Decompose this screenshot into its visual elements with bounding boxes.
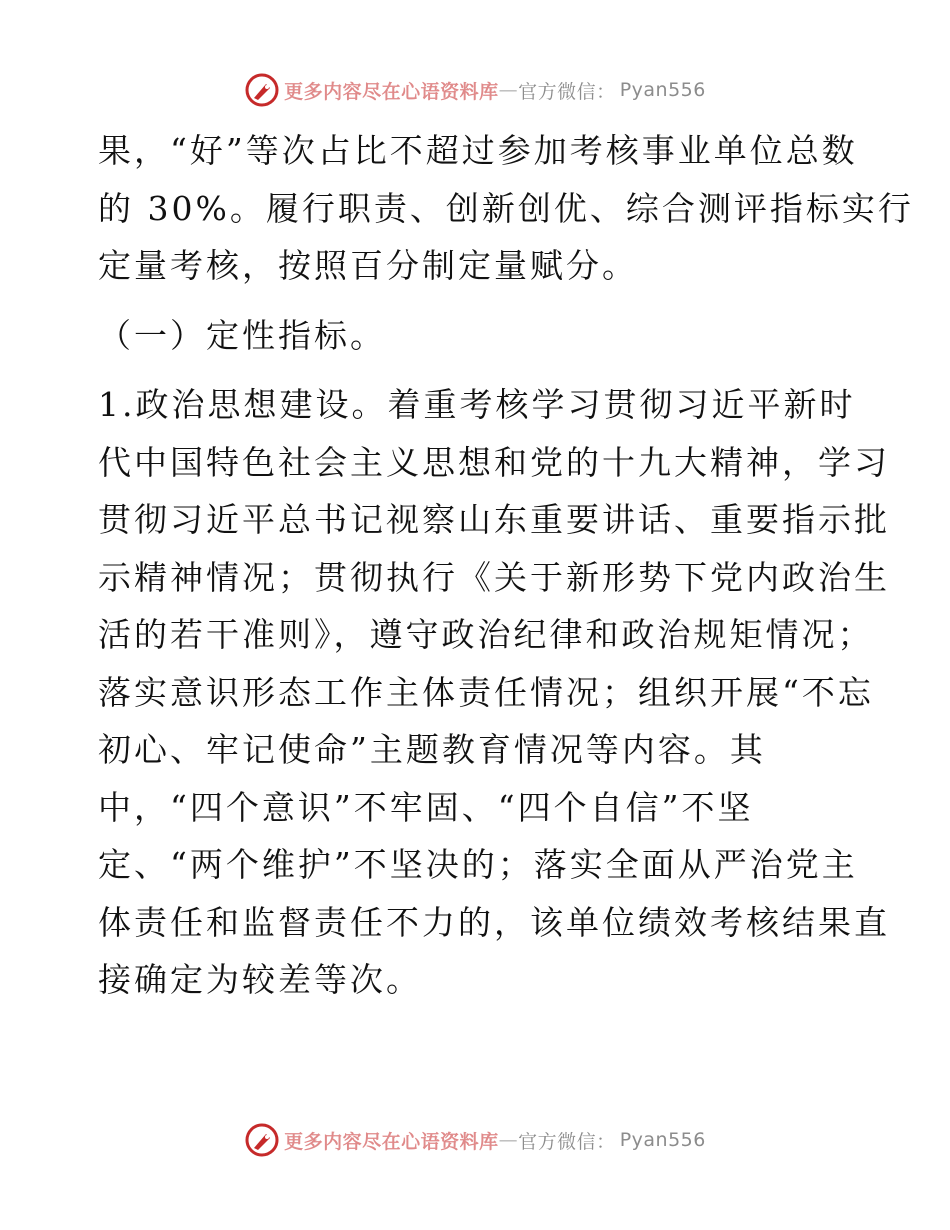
banner-wechat-id: Pyan556 — [619, 79, 706, 101]
text-line: 定、“两个维护”不坚决的；落实全面从严治党主 — [98, 845, 858, 884]
text-line: 的 30%。履行职责、创新创优、综合测评指标实行 — [98, 188, 914, 228]
text-line: 果，“好”等次占比不超过参加考核事业单位总数 — [98, 131, 858, 170]
banner-wechat-id: Pyan556 — [619, 1129, 706, 1151]
text-line: 示精神情况；贯彻执行《关于新形势下党内政治生 — [98, 557, 890, 597]
text-line: 初心、牢记使命”主题教育情况等内容。其 — [98, 730, 766, 769]
document-body — [98, 122, 914, 1009]
text-line: 接确定为较差等次。 — [98, 960, 422, 999]
text-line: 落实意识形态工作主体责任情况；组织开展“不忘 — [98, 672, 874, 712]
banner-wechat-label: 官方微信： — [518, 80, 616, 103]
header-banner — [0, 70, 950, 110]
paragraph-political-building — [98, 376, 890, 1009]
text-line: 中，“四个意识”不牢固、“四个自信”不坚 — [98, 787, 754, 827]
banner-title: 更多内容尽在心语资料库 — [284, 80, 499, 103]
text-line: 代中国特色社会主义思想和党的十九大精神，学习 — [98, 442, 890, 482]
banner-wechat-label: 官方微信： — [518, 1130, 616, 1153]
pen-nib-icon — [244, 1122, 280, 1158]
pen-nib-icon — [244, 72, 280, 108]
text-line: 1.政治思想建设。着重考核学习贯彻习近平新时 — [98, 385, 856, 424]
banner-dash: — — [498, 1129, 519, 1151]
paragraph-intro — [98, 122, 914, 295]
section-heading: （一）定性指标。 — [98, 315, 386, 355]
text-line: 体责任和监督责任不力的，该单位绩效考核结果直 — [98, 902, 890, 942]
text-line: 贯彻习近平总书记视察山东重要讲话、重要指示批 — [98, 500, 890, 539]
banner-title: 更多内容尽在心语资料库 — [284, 1130, 499, 1153]
banner-dash: — — [498, 79, 519, 101]
footer-banner — [0, 1120, 950, 1160]
text-line: 活的若干准则》，遵守政治纪律和政治规矩情况； — [98, 615, 874, 654]
text-line: 定量考核，按照百分制定量赋分。 — [98, 246, 638, 285]
